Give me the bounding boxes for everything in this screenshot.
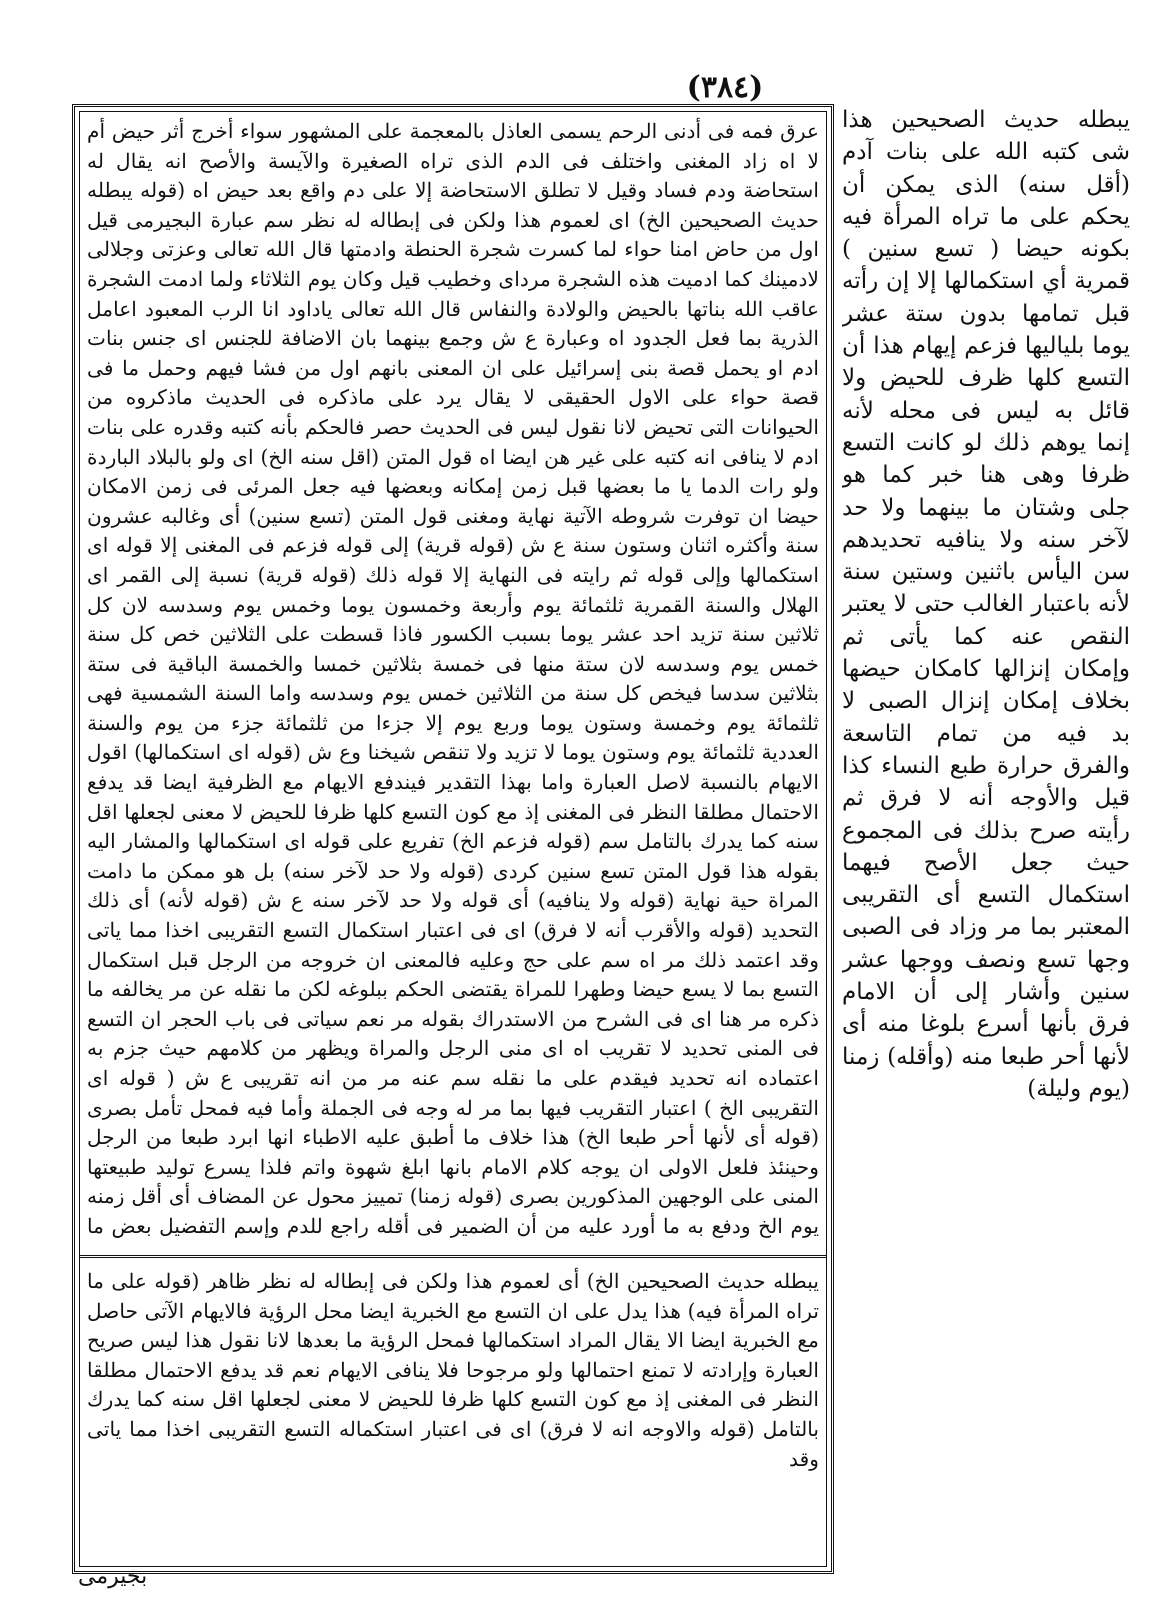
main-frame [72,104,834,1574]
margin-column-text: يبطله حديث الصحيحين هذا شى كتبه الله على بنات آدم (أقل سنه) الذى يمكن أن يحكم على ما تراه المرأة فيه بكونه حيضا ( تسع سنين ) قمرية أي استكمالها إلا إن رأته قبل تمامها بدون ستة عشر يوما بلياليها فزعم إيهام هذا أن التسع كلها ظرف للحيض ولا قائل به ليس فى محله لأنه إنما يوهم ذلك لو كانت التسع ظرفا وهى هنا خبر كما هو جلى وشتان ما بينهما ولا حد لآخر سنه ولا ينافيه تحديدهم سن اليأس باثنين وستين سنة لأنه باعتبار الغالب حتى لا يعتبر النقص عنه كما يأتى ثم وإمكان إنزالها كامكان حيضها بخلاف إمكان إنزال الصبى لا بد فيه من تمام التاسعة والفرق حرارة طبع النساء كذا قيل والأوجه أنه لا فرق ثم رأيته صرح بذلك فى المجموع حيث جعل الأصح فيهما استكمال التسع أى التقريبى المعتبر بما مر وزاد فى الصبى وجها تسع ونصف ووجها عشر سنين وأشار إلى أن الامام فرق بأنها أسرع بلوغا منه أى لأنها أحر طبعا منه (وأقله) زمنا (يوم وليلة) [842,107,1130,1102]
frame-divider [79,1255,827,1258]
page-number: (٣٨٤) [686,70,764,105]
commentary-text: عرق فمه فى أدنى الرحم يسمى العاذل بالمعجمة على المشهور سواء أخرج أثر حيض أم لا اه زاد المغنى واختلف فى الدم الذى تراه الصغيرة والآيسة والأصح انه يقال له استحاضة ودم فساد وقيل لا تطلق الاستحاضة إلا على دم واقع بعد حيض اه (قوله يبطله حديث الصحيحين الخ) اى لعموم هذا ولكن فى إبطاله له نظر سم عبارة البجيرمى قيل اول من حاض امنا حواء لما كسرت شجرة الحنطة وادمتها قال الله تعالى وعزتى وجلالى لادمينك كما ادميت هذه الشجرة مرداى وخطيب قيل وكان يوم الثلاثاء ولما ادمت الشجرة عاقب الله بناتها بالحيض والولادة والنفاس قال الله تعالى ياداود انا الرب المعبود اعامل الذرية بما فعل الجدود اه وعبارة ع ش وجمع بينهما بان الاضافة للجنس اى جنس بنات ادم او يحمل قصة بنى إسرائيل على ان المعنى بانهم اول من فشا فيهم وحمل ما فى قصة حواء على الاول الحقيقى لا يقال يرد على ماذكره فى الحديث ماذكروه من الحيوانات التى تحيض لانا نقول ليس فى الحديث حصر فالحكم بأنه كتبه وقدره على بنات ادم لا ينافى انه كتبه على غير هن ايضا اه قول المتن (اقل سنه الخ) اى ولو بالبلاد الباردة ولو رات الدما يا ما بعضها قبل زمن إمكانه وبعضها فيه جعل المرئى فى زمن الامكان حيضا ان توفرت شروطه الآتية نهاية ومغنى قول المتن (تسع سنين) أى وغالبه عشرون سنة وأكثره اثنان وستون سنة ع ش (قوله قرية) إلى قوله فزعم فى المغنى إلا قوله اى استكمالها وإلى قوله ثم رايته فى النهاية إلا قوله ذلك (قوله قرية) نسبة إلى القمر اى الهلال والسنة القمرية ثلثمائة يوم وأربعة وخمسون يوما وخمس يوم وسدسه لان كل ثلاثين سنة تزيد احد عشر يوما بسبب الكسور فاذا قسطت على الثلاثين خص كل سنة خمس يوم وسدسه لان ستة منها فى خمسة بثلاثين خمسا والخمسة الباقية فى ستة بثلاثين سدسا فيخص كل سنة من الثلاثين خمس يوم وسدسه واما السنة الشمسية فهى ثلثمائة يوم وخمسة وستون يوما وربع يوم إلا جزءا من ثلثمائة جزء من يوم والسنة العددية ثلثمائة يوم وستون يوما لا تزيد ولا تنقص شيخنا وع ش (قوله اى استكمالها) اقول الايهام بالنسبة لاصل العبارة واما بهذا التقدير فيندفع الايهام مع الظرفية ايضا قد يدفع الاحتمال مطلقا النظر فى المغنى إذ مع كون التسع كلها ظرفا للحيض لا معنى لجعلها اقل سنه كما يدرك بالتامل سم (قوله فزعم الخ) تفريع على قوله اى استكمالها والمشار اليه بقوله هذا قول المتن تسع سنين كردى (قوله ولا حد لآخر سنه) بل هو ممكن ما دامت المراة حية نهاية (قوله ولا ينافيه) أى قوله ولا حد لآخر سنه ع ش (قوله لأنه) أى ذلك التحديد (قوله والأقرب أنه لا فرق) اى فى اعتبار استكمال التسع التقريبى اخذا مما ياتى وقد اعتمد ذلك مر اه سم على حج وعليه فالمعنى ان خروجه من الرجل قبل استكمال التسع بما لا يسع حيضا وطهرا للمراة يقتضى الحكم ببلوغه لكن ما نقله عن مر يخالفه ما ذكره مر هنا اى فى الشرح من الاستدراك بقوله مر نعم سياتى فى باب الحجر ان التسع فى المنى تحديد لا تقريب اه اى منى الرجل والمراة ويظهر من كلامهم حيث جزم به اعتماده انه تحديد فيقدم على ما نقله سم عنه مر من انه تقريبى ع ش ( قوله اى التقريبى الخ ) اعتبار التقريب فيها بما مر له وجه فى الجملة وأما فيه فمحل تأمل بصرى (قوله أى لأنها أحر طبعا الخ) هذا خلاف ما أطبق عليه الاطباء انها ابرد طبعا من الرجل وحينئذ فلعل الاولى ان يوجه كلام الامام بانها ابلغ شهوة واتم فلذا يسرع توليد طبيعتها المنى على الوجهين المذكورين بصرى (قوله زمنا) تمييز محول عن المضاف أى أقل زمنه يوم الخ ودفع به ما أورد عليه من أن الضمير فى أقله راجع للدم وإسم التفضيل بعض ما [87,119,819,1238]
footnote-text: يبطله حديث الصحيحين الخ) أى لعموم هذا ولكن فى إبطاله له نظر ظاهر (قوله على ما تراه المرأة فيه) هذا يدل على ان التسع مع الخبرية ايضا محل الرؤية فالايهام الآتى حاصل مع الخبرية ايضا الا يقال المراد استكمالها فمحل الرؤية ما بعدها لانا نقول هذا ليس صريح العبارة وإرادته لا تمنع احتمالها ولو مرجوحا فلا ينافى الايهام نعم قد يدفع الاحتمال مطلقا النظر فى المغنى إذ مع كون التسع كلها ظرفا للحيض لا معنى لجعلها اقل سنه كما يدرك بالتامل (قوله والاوجه انه لا فرق) اى فى اعتبار استكماله التسع التقريبى اخذا مما ياتى وقد [87,1269,819,1471]
footer-signature: بجيرمى [78,1564,148,1589]
